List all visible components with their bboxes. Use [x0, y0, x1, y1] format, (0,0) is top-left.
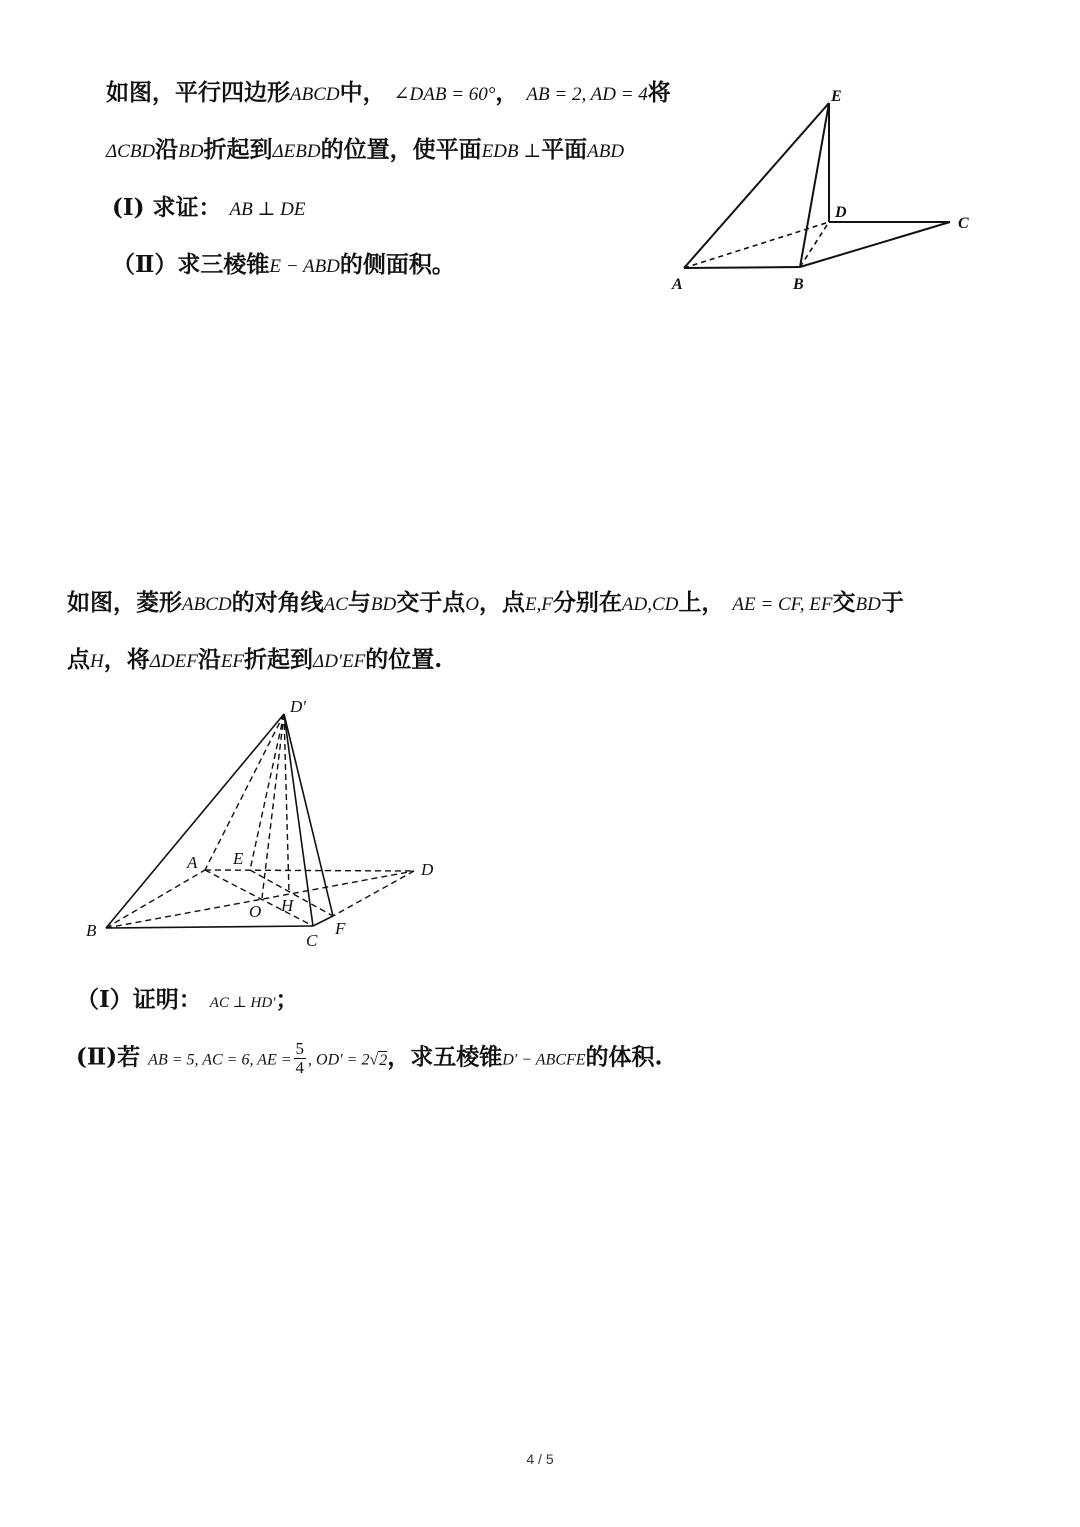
text: 上， — [678, 589, 725, 616]
math: AC ⊥ HD′ — [209, 995, 276, 1011]
math: H — [90, 651, 104, 672]
text: 沿 — [155, 136, 179, 163]
edge-ab — [684, 267, 800, 268]
edge-dpf — [284, 714, 333, 916]
math: ΔDEF — [149, 651, 198, 672]
text: 的位置. — [365, 646, 443, 673]
math: AB = 5, AC = 6, AE = — [148, 1051, 292, 1069]
text: 将 — [647, 79, 671, 106]
text: 的位置，使平面 — [320, 136, 482, 163]
edge-bc — [800, 222, 950, 267]
math: AD,CD — [621, 594, 679, 615]
math: D′ − ABCFE — [502, 1051, 586, 1069]
text: 交于点 — [396, 589, 466, 616]
math: O — [465, 594, 479, 615]
text: 分别在 — [552, 589, 622, 616]
math: E,F — [524, 594, 553, 615]
label-d: D — [421, 860, 434, 879]
text: 中， — [339, 79, 386, 106]
label-b: B — [86, 921, 97, 940]
math: ΔEBD — [272, 141, 321, 162]
text: 如图，平行四边形 — [106, 79, 290, 106]
edge-bc — [106, 926, 313, 928]
edge-ad-dashed — [684, 222, 829, 268]
question-label: (Ⅱ)若 — [76, 1043, 141, 1071]
question-label: （Ⅰ）证明： — [76, 986, 202, 1013]
text: ，将 — [103, 646, 150, 673]
math: BD — [855, 594, 881, 615]
p2-figure — [0, 690, 500, 960]
label-b: B — [793, 276, 804, 293]
math: BD — [178, 141, 204, 162]
fraction — [294, 1040, 307, 1077]
math: EDB ⊥ — [481, 141, 542, 162]
page-number: 4 / 5 — [526, 1451, 554, 1467]
p2-line2 — [67, 645, 442, 677]
label-h: H — [281, 896, 294, 915]
label-c: C — [306, 931, 318, 950]
edge-ae — [684, 103, 829, 268]
label-e: E — [831, 88, 842, 105]
fraction-numerator: 5 — [295, 1039, 305, 1058]
text: ，求五棱锥 — [387, 1043, 503, 1071]
math: AB ⊥ DE — [229, 199, 306, 220]
question-label: （Ⅱ）求三棱锥 — [112, 251, 270, 278]
label-d: D — [835, 204, 847, 221]
fraction-denominator: 4 — [295, 1058, 305, 1077]
math: AE = CF, EF — [732, 594, 833, 615]
edge-dpe — [250, 714, 284, 870]
text: 折起到 — [203, 136, 273, 163]
text: 沿 — [197, 646, 221, 673]
text: ，点 — [478, 589, 525, 616]
text: 与 — [347, 589, 371, 616]
math: ∠DAB = 60° — [393, 84, 496, 105]
text: 如图，菱形 — [67, 589, 182, 616]
math: ABCD — [182, 594, 232, 615]
label-dprime: D′ — [290, 697, 306, 716]
p2-line1 — [67, 588, 904, 620]
math: ABCD — [290, 84, 340, 105]
math: E − ABD — [269, 256, 340, 277]
edge-bdp — [106, 714, 284, 928]
math: ABD — [587, 141, 625, 162]
p2-q1 — [76, 985, 299, 1018]
edge-cf — [313, 916, 333, 926]
math: EF — [220, 651, 245, 672]
text: 的侧面积。 — [339, 251, 455, 278]
math: ΔD′EF — [313, 651, 366, 672]
math: BD — [370, 594, 397, 615]
label-o: O — [249, 902, 262, 921]
edge-dpa — [205, 714, 284, 870]
label-c: C — [958, 215, 969, 232]
text: 交 — [832, 589, 856, 616]
text: ； — [275, 986, 299, 1013]
p1-figure — [0, 0, 1080, 320]
text: 的对角线 — [231, 589, 324, 616]
label-f: F — [335, 919, 346, 938]
p2-q2 — [76, 1040, 663, 1077]
math: AC — [323, 594, 348, 615]
text: ， — [495, 79, 519, 106]
text: 的体积. — [585, 1043, 663, 1071]
edge-eb — [800, 103, 829, 267]
label-e: E — [233, 849, 244, 868]
text: 平面 — [541, 136, 588, 163]
label-a: A — [187, 853, 198, 872]
math: , OD′ = 2√ — [308, 1051, 379, 1069]
edge-df — [333, 871, 414, 916]
question-label: (I) 求证： — [112, 194, 222, 221]
radicand: 2 — [379, 1051, 388, 1069]
text: 点 — [67, 646, 90, 673]
label-a: A — [672, 276, 683, 293]
text: 于 — [880, 589, 904, 616]
edge-ad — [205, 870, 414, 871]
text: 折起到 — [244, 646, 314, 673]
math: ΔCBD — [106, 141, 156, 162]
math: AB = 2, AD = 4 — [526, 84, 648, 105]
